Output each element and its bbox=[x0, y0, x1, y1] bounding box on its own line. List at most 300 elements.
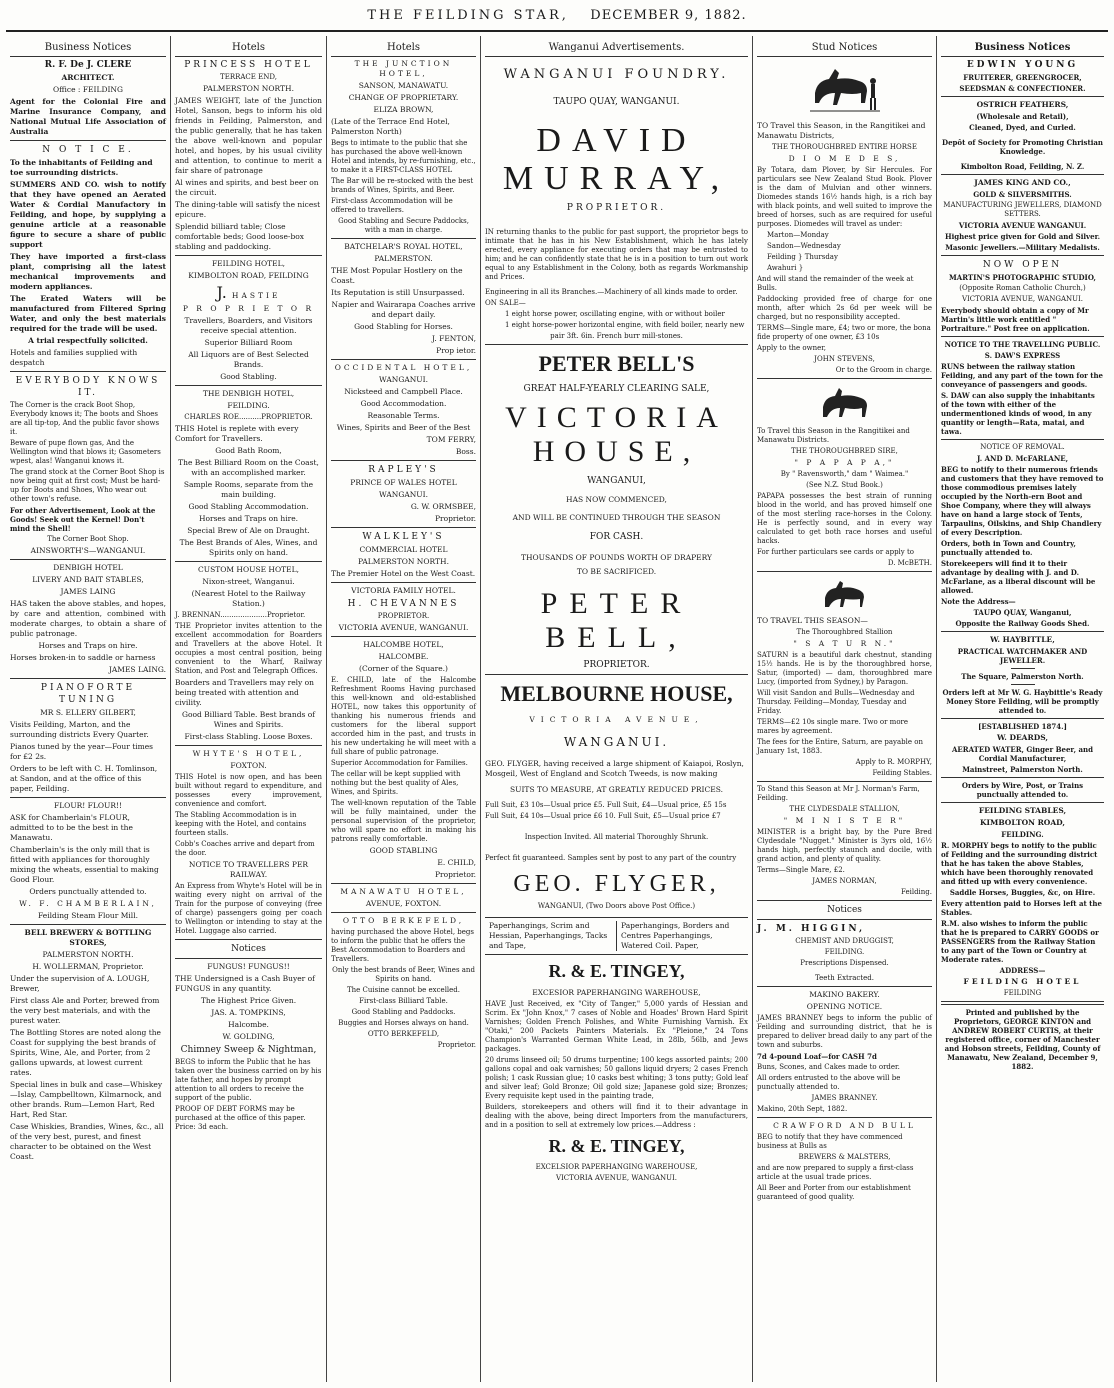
opposite-church: (Opposite Roman Catholic Church,) bbox=[959, 284, 1086, 292]
watchmaker: PRACTICAL WATCHMAKER AND JEWELLER. bbox=[957, 647, 1088, 665]
gilbert: MR S. ELLERY GILBERT, bbox=[40, 708, 136, 717]
travellers: Travellers, Boarders, and Visitors receive special attention. bbox=[184, 316, 313, 335]
diomedes: D I O M E D E S, bbox=[788, 154, 901, 163]
title-text: THE FEILDING STAR, bbox=[367, 8, 569, 23]
martin-studio: MARTIN'S PHOTOGRAPHIC STUDIO, bbox=[949, 273, 1096, 282]
victoria-avenue: VICTORIA AVENUE WANGANUI. bbox=[958, 221, 1087, 230]
halcombe-hotel: HALCOMBE HOTEL, bbox=[363, 640, 444, 649]
sanson: SANSON, MANAWATU. bbox=[358, 81, 449, 90]
railway-goods: Opposite the Railway Goods Shed. bbox=[955, 619, 1090, 628]
saturn: " S A T U R N." bbox=[793, 639, 896, 648]
top-rule bbox=[6, 30, 1108, 32]
suits: SUITS TO MEASURE, AT GREATLY REDUCED PRICES. bbox=[510, 785, 723, 794]
travel-season: TO Travel this Season, in the Rangitikei and Manawatu Districts, bbox=[757, 121, 926, 140]
victoria-avenue: VICTORIA AVENUE, bbox=[529, 715, 704, 724]
this-hotel: THIS Hotel is replete with every Comfort for Travellers. bbox=[175, 424, 299, 443]
james-king: JAMES KING AND CO., bbox=[974, 178, 1071, 187]
chimney-sweep: Chimney Sweep & Nightman, bbox=[180, 1045, 317, 1055]
full-suit-1: Full Suit, £3 10s—Usual price £5. Full Suit, £4—Usual price, £5 15s bbox=[485, 801, 727, 809]
runs-text: RUNS between the railway station Feilding, and any part of the town for the conveyance of passengers and goods. bbox=[941, 362, 1104, 389]
good-billiard: Good Billiard Table. Best brands of Wines and Spirits. bbox=[181, 710, 316, 729]
for-cash: FOR CASH. bbox=[589, 532, 644, 542]
change-proprietary: CHANGE OF PROPRIETARY. bbox=[348, 93, 459, 102]
kimbolton-road: KIMBOLTON ROAD, bbox=[979, 818, 1066, 827]
express-text: An Express from Whyte's Hotel will be in waiting every night on arrival of the Train for the purpose of conveying (free of charge) passengers going per coach to Wellington or intending to stay at the Hotel. Luggage also carried. bbox=[175, 882, 322, 935]
avenue-foxton: AVENUE, FOXTON. bbox=[365, 899, 442, 908]
geo-flyger: GEO. FLYGER, bbox=[513, 871, 720, 897]
corner-sig: The Corner Boot Shop. bbox=[47, 535, 129, 543]
eliza-brown: ELIZA BROWN, bbox=[373, 105, 434, 114]
proof-of-debt: PROOF OF DEBT FORMS may be purchased at the office of this paper. Price: 3d each. bbox=[175, 1105, 306, 1131]
billiard-table: First-class Billiard Table. bbox=[359, 997, 448, 1005]
makino-bakery: MAKINO BAKERY. bbox=[809, 990, 880, 999]
prescriptions: Prescriptions Dispensed. bbox=[800, 959, 889, 967]
clere-name: R. F. De J. CLERE bbox=[44, 60, 132, 70]
thoroughbred-sire: THE THOROUGHBRED SIRE, bbox=[791, 447, 898, 455]
ainsworth: AINSWORTH'S—WANGANUI. bbox=[30, 546, 146, 555]
notice-heading: N O T I C E. bbox=[42, 145, 134, 155]
column-hotels-2 bbox=[327, 36, 480, 1382]
nicksteed: Nicksteed and Campbell Place. bbox=[344, 387, 463, 396]
junction-hotel: THE JUNCTION HOTEL, bbox=[354, 59, 453, 78]
beware-verse: Beware of pupe flown gas, And the Wellington wind that blows it; Gasometers wpest, alas! Wanganui knows it. bbox=[10, 439, 161, 465]
notices-heading: Notices bbox=[827, 905, 862, 915]
morphy: Apply to R. MORPHY, bbox=[855, 758, 932, 766]
proprietor-invites: THE Proprietor invites attention to the excellent accommodation for Boarders and Travellers at the above Hotel. It occupies a most central position, being convenient to the Wharf, Railway Station, and Post and Telegraph Offices. bbox=[175, 622, 322, 675]
perfect-fit: Perfect fit guaranteed. Samples sent by post to any part of the country bbox=[485, 854, 737, 862]
secure-paddocks: Good Stabling and Secure Paddocks, with a man in charge. bbox=[338, 217, 469, 234]
victoria-avenue-2: VICTORIA AVENUE, WANGANUI. bbox=[555, 1174, 678, 1182]
notices-heading: Notices bbox=[231, 944, 266, 954]
wines-text: Al wines and spirits, and best beer on the circuit. bbox=[175, 178, 319, 197]
engineering: Engineering in all its Branches.—Machinery of all kinds made to order. bbox=[485, 288, 738, 296]
excelsior: EXCELSIOR PAPERHANGING WAREHOUSE, bbox=[535, 1163, 698, 1171]
newspaper-title bbox=[0, 8, 1114, 23]
victoria-avenue: VICTORIA AVENUE, WANGANUI. bbox=[338, 623, 469, 632]
walkleys: WALKLEY'S bbox=[362, 532, 445, 542]
custom-house: CUSTOM HOUSE HOTEL, bbox=[198, 565, 299, 574]
mcfarlane: J. AND D. McFARLANE, bbox=[976, 454, 1069, 463]
clere-office: Office : FEILDING bbox=[53, 85, 123, 94]
hastie-initial: J. bbox=[216, 283, 227, 302]
fenton: J. FENTON, bbox=[431, 334, 476, 343]
stud-book: (See N.Z. Stud Book.) bbox=[806, 481, 883, 489]
note-address: Note the Address— bbox=[941, 597, 1016, 606]
haybittle: W. HAYBITTLE, bbox=[990, 635, 1055, 644]
bar-restock: The Bar will be re-stocked with the best brands of Wines, Spirits, and Beer. bbox=[331, 177, 474, 194]
column-business-notices bbox=[6, 36, 170, 1382]
victoria-avenue-2: VICTORIA AVENUE, WANGANUI. bbox=[961, 295, 1084, 303]
paperhanging-table bbox=[485, 917, 748, 955]
aerated-water: AERATED WATER, Ginger Beer, and Cordial Manufacturer, bbox=[952, 745, 1093, 763]
thoroughbred-entire: THE THOROUGHBRED ENTIRE HORSE bbox=[772, 143, 917, 151]
loaf: 7d 4-pound Loaf—for CASH 7d bbox=[757, 1052, 877, 1061]
morphy-notify: R. MORPHY begs to notify to the public of Feilding and the surrounding district that he has taken the above Stables, which have been thoroughly renovated and fitted up with every convenience. bbox=[941, 841, 1098, 886]
taupo-quay: TAUPO QUAY, Wanganui, bbox=[973, 608, 1072, 617]
highest-price: The Highest Price Given. bbox=[200, 996, 297, 1005]
feilding-hotel: FEILDING HOTEL, bbox=[211, 259, 286, 268]
removal: NOTICE OF REMOVAL. bbox=[980, 443, 1065, 451]
bell-brewery: BELL BREWERY & BOTTLING STORES, bbox=[24, 928, 152, 947]
paddocking: Paddocking provided free of charge for one month, after which 2s 6d per week will be charged, but no responsibility accepted. bbox=[757, 295, 932, 321]
stand-season: To Stand this Season at Mr J. Norman's Farm, Feilding. bbox=[757, 785, 920, 802]
corner-verse: The Corner is the crack Boot Shop, Everybody knows it; The boots and Shoes are all tip-top, And the public favor shows it. bbox=[10, 401, 160, 436]
builders: Builders, storekeepers and others will find it to their advantage in dealing with the above, being direct Importers from the manufacturers, and in a position to sell at extremely low prices.—Address : bbox=[485, 1103, 748, 1129]
buggies: Buggies and Horses always on hand. bbox=[338, 1019, 469, 1027]
papapa: " P A P A P A," bbox=[794, 458, 895, 467]
wanganui: WANGANUI, bbox=[587, 476, 646, 486]
full-suit-2: Full Suit, £4 10s—Usual price £6 10. Full Suit, £5—Usual price £7 bbox=[485, 812, 721, 820]
denbigh-hotel: THE DENBIGH HOTEL, bbox=[202, 389, 295, 398]
printed-published: Printed and published by the Proprietors, GEORGE KINTON and ANDREW ROBERT CURTIS, at their registered office, corner of Manchester and Hobson streets, Feilding, County of Manawatu, New Zealand, December 9, 1882. bbox=[944, 1008, 1101, 1071]
minister-text: MINISTER is a bright bay, by the Pure Bred Clydesdale "Nugget." Minister is 3yrs old, 16½ hands high, perfectly staunch and docile, with grand action, and plenty of quality. bbox=[757, 828, 932, 863]
victoria-house: VICTORIA HOUSE, bbox=[505, 401, 728, 468]
wanganui-2: WANGANUI. bbox=[563, 735, 670, 749]
reputation-table: The well-known reputation of the Table will be fully maintained, under the personal supervision of the proprietor, who will spare no effort in making his patrons really comfortable. bbox=[331, 799, 476, 843]
hastie-name bbox=[175, 283, 322, 302]
ale-text: First class Ale and Porter, brewed from the very best materials, and with the purest water. bbox=[10, 996, 160, 1025]
water-text: The Erated Waters will be manufactured from Filtered Spring Water, and only the best materials required for the trade will be used. bbox=[10, 294, 166, 333]
whyte-hotel: WHYTE'S HOTEL, bbox=[192, 749, 305, 758]
stabling-whyte: The Stabling Accommodation is in keeping with the Hotel, and contains fourteen stalls. bbox=[175, 811, 307, 837]
marton: Marton—Monday bbox=[767, 231, 829, 239]
issue-date: DECEMBER 9, 1882. bbox=[590, 8, 747, 23]
thousands: THOUSANDS OF POUNDS WORTH OF DRAPERY bbox=[520, 553, 712, 562]
every-attention: Every attention paid to Horses left at the Stables. bbox=[941, 899, 1102, 917]
mcbeth: D. McBETH. bbox=[887, 559, 932, 567]
daws-also: S. DAW can also supply the inhabitants of the town with either of the undermentioned kinds of wood, in any quantity or length—Rata, matai, and tawa. bbox=[941, 391, 1095, 436]
proprietor: P R O P R I E T O R bbox=[182, 304, 315, 313]
orders-haybittle: Orders left at Mr W. G. Haybittle's Ready Money Store Feilding, will be promptly attended to. bbox=[942, 688, 1103, 715]
bottling: The Bottling Stores are noted along the Coast for supplying the best brands of Spirits, Wine, Ale, and Porter, from 2 gallons upwards, at lowest current rates. bbox=[10, 1028, 161, 1077]
minister: " M I N I S T E R" bbox=[783, 816, 906, 825]
melbourne-house: MELBOURNE HOUSE, bbox=[500, 681, 733, 706]
chevannes: H. CHEVANNES bbox=[347, 599, 460, 609]
prepared: and are now prepared to supply a first-class article at the usual trade prices. bbox=[757, 1164, 914, 1181]
fenton-prop: Prop ietor. bbox=[436, 346, 476, 355]
everybody-heading: EVERYBODY KNOWS IT. bbox=[15, 376, 161, 398]
taupo-quay: TAUPO QUAY, WANGANUI. bbox=[553, 97, 680, 107]
tompkins: JAS. A. TOMPKINS, bbox=[211, 1008, 286, 1017]
horse-groom-illustration bbox=[805, 63, 885, 115]
wollerman: H. WOLLERMAN, Proprietor. bbox=[32, 962, 144, 971]
papapa-text: PAPAPA possesses the best strain of running blood in the world, and has proved himself one of the most sterling race-horses in the Colony. He is perfectly sound, and in every way calculated to get both race horses and useful hacks. bbox=[757, 492, 932, 545]
eliza-begs: Begs to intimate to the public that she has purchased the above well-known Hotel and intends, by re-furnishing, etc., to make it a FIRST-CLASS HOTEL bbox=[331, 139, 476, 174]
good-accommodation: Good Accommodation. bbox=[360, 399, 447, 408]
stallion: The Thoroughbred Stallion bbox=[796, 628, 893, 636]
princess-hotel: PRINCESS HOTEL bbox=[184, 60, 313, 70]
orders-left: Orders to be left with C. H. Tomlinson, at Sandon, and at the office of this paper, Feilding. bbox=[10, 764, 158, 793]
cellar-text: The cellar will be kept supplied with nothing but the best quality of Ales, Wines, and Spirits. bbox=[331, 770, 461, 796]
first-class-stabling: First-class Stabling. Loose Boxes. bbox=[184, 732, 313, 741]
column-hotels-1 bbox=[171, 36, 326, 1382]
daws-express: S. DAW'S EXPRESS bbox=[984, 351, 1061, 360]
first-class-acc: First-class Accommodation will be offered to travellers. bbox=[331, 197, 453, 214]
clere-agent: Agent for the Colonial Fire and Marine Insurance Company, and National Mutual Life Association of Australia bbox=[10, 97, 166, 136]
beer-porter: All Beer and Porter from our establishment guaranteed of good quality. bbox=[757, 1184, 911, 1201]
fruiterer: FRUITERER, GREENGROCER, bbox=[963, 73, 1082, 82]
ask-flour: ASK for Chamberlain's FLOUR, admitted to to be the best in the Manawatu. bbox=[10, 813, 133, 842]
special-brew: Special Brew of Ale on Draught. bbox=[187, 526, 310, 535]
tingey-2: R. & E. TINGEY, bbox=[548, 1136, 685, 1156]
now-open: NOW OPEN bbox=[982, 260, 1063, 270]
best-billiard: The Best Billiard Room on the Coast, with an accomplished marker. bbox=[178, 458, 319, 477]
kimbolton: KIMBOLTON ROAD, FEILDING bbox=[188, 271, 309, 280]
terms: TERMS—Single mare, £4; two or more, the bona fide property of one owner, £3 10s bbox=[757, 324, 931, 341]
corner-square: (Corner of the Square.) bbox=[359, 664, 448, 673]
stabling-acc: Good Stabling Accommodation. bbox=[188, 502, 309, 511]
proprietor: PROPRIETOR. bbox=[566, 203, 667, 213]
drums-list: 20 drums linseed oil; 50 drums turpentine; 100 kegs assorted paints; 200 gallons copal and oak varnishes; 50 gallons liquid dryers; 2 cases French polish; 1 cask Russian glue; 10 casks best whiting; 3 tons putty; Gold leaf and silver leaf; Gold Bronze; Oil gold size; Japanese gold size; Bronzes; Every requisite kept used in the painting trade, bbox=[485, 1056, 748, 1100]
notice-travellers: NOTICE TO TRAVELLERS PER RAILWAY. bbox=[188, 860, 309, 879]
piano-heading: PIANOFORTE TUNING bbox=[40, 683, 136, 705]
reasonable-terms: Reasonable Terms. bbox=[367, 411, 440, 420]
weight-text: JAMES WEIGHT, late of the Junction Hotel, Sanson, begs to inform his old friends in Feilding, Palmerston, and the public generally, that he has taken the above well-known and popular hotel, and hopes, by his usual civility and attention, to continue to merit a fair share of patronage bbox=[175, 96, 322, 175]
apply: Apply to the owner, bbox=[757, 344, 827, 352]
orders-wire: Orders by Wire, Post, or Trains punctually attended to. bbox=[961, 781, 1084, 799]
dining-text: The dining-table will satisfy the nicest epicure. bbox=[175, 200, 321, 219]
occidental: OCCIDENTAL HOTEL, bbox=[334, 363, 473, 372]
wanganui-2: WANGANUI. bbox=[379, 490, 428, 499]
deards: W. DEARDS, bbox=[996, 733, 1048, 742]
saturn-terms: TERMS—£2 10s single mare. Two or more mares by agreement. bbox=[757, 718, 909, 735]
pianos-tuned: Pianos tuned by the year—Four times for £2 2s. bbox=[10, 742, 154, 761]
brewers-malsters: BREWERS & MALSTERS, bbox=[798, 1153, 891, 1161]
papapa-by: By " Ravensworth," dam " Waimea." bbox=[780, 470, 909, 478]
halcombe: Halcombe. bbox=[228, 1020, 269, 1029]
palmerston-north: PALMERSTON NORTH. bbox=[358, 557, 449, 566]
good-stabling: Good Stabling. bbox=[220, 372, 277, 381]
plant-text: They have imported a first-class plant, comprising all the latest mechanical improvements and modern appliances. bbox=[10, 252, 166, 291]
nearest-hotel: (Nearest Hotel to the Railway Station.) bbox=[191, 589, 306, 608]
laing-text: HAS taken the above stables, and hopes, by care and attention, combined with moderate charges, to obtain a share of public patronage. bbox=[10, 599, 166, 638]
boss: Boss. bbox=[455, 447, 476, 456]
have-just: HAVE Just Received, ex "City of Tanger," 5,000 yards of Hessian and Scrim. Ex "John Knox," 7 cases of Noble and Hoades' Brown Hard Spirit Varnishes; Golden French Polishes, and White Furnishing Varnish. Ex "Otaki," 200 Packets Painters Materials. Ex "Pleione," 24 Tons Champion's Warranted German White Lead, in 28lb, 56lb, and Jews packages. bbox=[485, 1000, 748, 1053]
fungus: FUNGUS! FUNGUS!! bbox=[207, 962, 290, 971]
foxton: FOXTON. bbox=[230, 761, 267, 770]
nixon-street: Nixon-street, Wanganui. bbox=[202, 577, 295, 586]
masonic: Masonic Jewellers.—Military Medalists. bbox=[945, 243, 1100, 252]
horse-illustration-2 bbox=[819, 578, 871, 610]
beg-notify: BEG to notify to their numerous friends and customers that they have removed to those commodious premises lately occupied by the North-ern Boot and Shoe Company, where they will always have on hand a large stock of Tents, Tarpaulins, Oilskins, and Ship Chandlery of every Description. bbox=[941, 465, 1104, 537]
clearing-sale: GREAT HALF-YEARLY CLEARING SALE, bbox=[523, 384, 710, 394]
peter-bell: PETER BELL, bbox=[540, 587, 693, 654]
seedsman: SEEDSMAN & CONFECTIONER. bbox=[959, 84, 1086, 93]
trial-text: A trial respectfully solicited. bbox=[28, 336, 148, 345]
child-sig: E. CHILD, bbox=[437, 858, 476, 867]
liquors: All Liquors are of Best Selected Brands. bbox=[188, 350, 309, 369]
otto-text: having purchased the above Hotel, begs to inform the public that he offers the Best Accommodation to Boarders and Travellers. bbox=[331, 928, 475, 963]
horse-illustration bbox=[815, 385, 875, 421]
chamberlain: W. F. CHAMBERLAIN, bbox=[19, 899, 157, 908]
all-orders: All orders entrusted to the above will be punctually attended to. bbox=[757, 1074, 901, 1091]
otto-berkefeld: OTTO BERKEFELD, bbox=[342, 916, 465, 925]
notice-to: To the inhabitants of Feilding and toe surrounding districts. bbox=[10, 158, 153, 177]
branney-text: JAMES BRANNEY begs to inform the public of Feilding and surrounding district, that he is prepared to deliver bread daily to any part of the town and suburbs. bbox=[757, 1014, 932, 1049]
tom-ferry: TOM FERRY, bbox=[426, 435, 476, 444]
reputation: Its Reputation is still Unsurpassed. bbox=[331, 288, 465, 297]
halcombe: HALCOMBE. bbox=[378, 652, 429, 661]
horses-hire: Horses and Traps on hire. bbox=[198, 514, 299, 523]
charles-roe: CHARLES ROE..........PROPRIETOR. bbox=[184, 413, 313, 421]
wholesale-retail: (Wholesale and Retail), bbox=[976, 112, 1069, 121]
chevannes-proprietor: PROPRIETOR. bbox=[377, 612, 430, 620]
golding-begs: BEGS to inform the Public that he has taken over the business carried on by his late father, and hopes by prompt attention to all orders to receive the support of the public. bbox=[175, 1058, 322, 1102]
manawatu-hotel: MANAWATU HOTEL, bbox=[340, 887, 467, 896]
minister-terms: Terms—Single Mare, £2. bbox=[757, 866, 845, 874]
sale-item-1: 1 eight horse power, oscillating engine, with or without boiler bbox=[505, 310, 725, 318]
sandon: Sandon—Wednesday bbox=[767, 242, 841, 250]
column-heading: Stud Notices bbox=[757, 36, 932, 57]
address-label: ADDRESS— bbox=[999, 966, 1046, 975]
diomedes-text: By Totara, dam Plover, by Sir Hercules. For particulars see New Zealand Stud Book. Plover is the dam of Mulvian and other winners. Diomedes stands 16½ hands high, is a rich bay with black points, and well suited to improve the breed of horses, such as are required for useful purposes. Diomedes will travel as under: bbox=[757, 166, 932, 228]
column-heading: Business Notices bbox=[10, 36, 166, 57]
paperhanging-left: Paperhangings, Scrim and Hessian, Paperhangings, Tacks and Tape, bbox=[489, 921, 608, 950]
groom: Or to the Groom in charge. bbox=[835, 366, 932, 374]
kimbolton: Kimbolton Road, Feilding, N. Z. bbox=[960, 162, 1085, 171]
column-business-notices-2 bbox=[937, 36, 1108, 1382]
column-wanganui-advertisements bbox=[481, 36, 752, 1382]
paperhanging-right: Paperhangings, Borders and Centres Paperhangings, Watered Coil. Paper, bbox=[616, 921, 748, 951]
feilding-stables: Feilding Stables. bbox=[872, 769, 932, 777]
superior-families: Superior Accommodation for Families. bbox=[331, 759, 468, 767]
this-open: THIS Hotel is now open, and has been built without regard to expenditure, and possesses every improvement, convenience and comfort. bbox=[175, 773, 322, 808]
laing: JAMES LAING bbox=[60, 587, 116, 596]
boarders: Boarders and Travellers may rely on being treated with attention and civility. bbox=[175, 678, 315, 707]
column-stud-notices bbox=[753, 36, 936, 1382]
edwin-young: EDWIN YOUNG bbox=[966, 60, 1079, 70]
child-prop: Proprietor. bbox=[434, 870, 476, 879]
commenced: HAS NOW COMMENCED, bbox=[566, 495, 667, 504]
child-text: E. CHILD, late of the Halcombe Refreshment Rooms Having purchased this well-known and old-established HOTEL, now takes this opportunity of thanking his numerous friends and customers for the liberal support accorded him in the past, and trusts in his new undertaking he will meet with a full share of public patronage. bbox=[331, 676, 476, 756]
ostrich-feathers: OSTRICH FEATHERS, bbox=[976, 100, 1069, 109]
highest-price: Highest price given for Gold and Silver. bbox=[944, 232, 1101, 241]
bath-room: Good Bath Room, bbox=[215, 446, 282, 455]
wines-best: Wines, Spirits and Beer of the Best bbox=[336, 423, 471, 432]
best-brands: The Best Brands of Ales, Wines, and Spirits only on hand. bbox=[179, 538, 318, 557]
mainstreet: Mainstreet, Palmerston North. bbox=[962, 765, 1083, 774]
denbigh: DENBIGH HOTEL bbox=[53, 563, 123, 572]
buns: Buns, Scones, and Cakes made to order. bbox=[757, 1063, 900, 1071]
sacrificed: TO BE SACRIFICED. bbox=[576, 567, 657, 576]
column-heading: Hotels bbox=[331, 36, 476, 57]
only-best: Only the best brands of Beer, Wines and Spirits on hand. bbox=[332, 966, 475, 983]
column-heading: Hotels bbox=[175, 36, 322, 57]
higgin: J. M. HIGGIN, bbox=[757, 924, 866, 934]
bulls: And will stand the remainder of the week at Bulls. bbox=[757, 275, 914, 292]
tingey: R. & E. TINGEY, bbox=[548, 961, 685, 981]
cuisine: The Cuisine cannot be excelled. bbox=[346, 986, 461, 994]
sale-item-3: pair 3ft. 6in. French burr mill-stones. bbox=[550, 332, 683, 340]
gold-silversmiths: GOLD & SILVERSMITHS. bbox=[973, 190, 1072, 199]
saturn-text: SATURN is a beautiful dark chestnut, standing 15½ hands. He is by the thoroughbred horse, Satur, (imported) — dam, thoroughbred mare Lucy, (imported from Sydney,) by Paragon. bbox=[757, 651, 932, 686]
storekeepers: Storekeepers will find it to their advantage by dealing with J. and D. McFarlane, as a liberal discount will be allowed. bbox=[941, 559, 1096, 595]
david-murray: DAVID MURRAY, bbox=[502, 122, 731, 197]
otto-sig: OTTO BERKEFELD, bbox=[367, 1030, 440, 1038]
feilding-stables: FEILDING STABLES, bbox=[978, 806, 1067, 815]
flour-heading: FLOUR! FLOUR!! bbox=[53, 801, 123, 810]
brennan: J. BRENNAN.....................Proprietor. bbox=[175, 611, 306, 619]
feilding: FEILDING. bbox=[1001, 830, 1044, 839]
rm-carry: R.M. also wishes to inform the public that he is prepared to CARRY GOODS or PASSENGERS from the Railway Station to any part of the Town or Country at Moderate rates. bbox=[941, 919, 1099, 964]
summers-ad: SUMMERS AND CO. wish to notify that they have opened an Aerated Water & Cordial Manufactory in Feilding, and hope, by supplying a genuine article at a reasonable figure to secure a share of public support bbox=[10, 180, 166, 249]
feilding-mill: Feilding Steam Flour Mill. bbox=[38, 911, 138, 920]
palmerston: PALMERSTON. bbox=[374, 254, 433, 263]
case-whiskies: Case Whiskies, Brandies, Wines, &c., all of the very best, purest, and finest character to be obtained on the West Coast. bbox=[10, 1122, 164, 1161]
paddocks: Good Stabling and Paddocks. bbox=[351, 1008, 456, 1016]
terrace-end: TERRACE END, bbox=[220, 73, 277, 81]
james-norman: JAMES NORMAN, bbox=[812, 877, 877, 885]
peter-bell-proprietor: PROPRIETOR. bbox=[583, 660, 650, 670]
peter-bells: PETER BELL'S bbox=[538, 351, 695, 376]
prince-wales: PRINCE OF WALES HOTEL bbox=[350, 478, 457, 487]
saturn-fees: The fees for the Entire, Saturn, are payable on January 1st, 1883. bbox=[757, 738, 923, 755]
horses-traps: Horses and Traps on hire. bbox=[38, 641, 138, 650]
makino-date: Makino, 20th Sept, 1882. bbox=[757, 1105, 848, 1113]
good-stabling: GOOD STABLING bbox=[369, 846, 438, 855]
feilding: FEILDING. bbox=[227, 401, 270, 410]
cleaned-dyed: Cleaned, Dyed, and Curled. bbox=[969, 123, 1076, 132]
on-sale: ON SALE— bbox=[485, 299, 526, 307]
commercial-hotel: COMMERCIAL HOTEL bbox=[359, 545, 448, 554]
inspection: Inspection Invited. All material Thoroughly Shrunk. bbox=[524, 833, 709, 841]
ormsbee: G. W. ORMSBEE, bbox=[410, 502, 476, 511]
excesior: EXCESIOR PAPERHANGING WAREHOUSE, bbox=[532, 988, 701, 997]
flyger-text: GEO. FLYGER, having received a large shipment of Kaiapoi, Roslyn, Mosgeil, West of England and Scotch Tweeds, is now making bbox=[485, 759, 744, 778]
undersigned: THE Undersigned is a Cash Buyer of FUNGUS in any quantity. bbox=[175, 974, 315, 993]
saturn-visit: Will visit Sandon and Bulls—Wednesday and Thursday. Feilding—Monday, Tuesday and Friday. bbox=[757, 689, 915, 715]
wanganui: WANGANUI. bbox=[379, 375, 428, 384]
returning-thanks: IN returning thanks to the public for past support, the proprietor begs to intimate that he has in his New Establishment, which he has lately erected, every appliance for executing orders that may be entrusted to him; and he can confidently state that he is in a position to turn out work equal to any Establishment in the Colony, both as regards Workmanship and Prices. bbox=[485, 228, 748, 281]
clydesdale: THE CLYDESDALE STALLION, bbox=[789, 805, 900, 813]
popular: THE Most Popular Hostlery on the Coast. bbox=[331, 266, 463, 285]
cobb-coaches: Cobb's Coaches arrive and depart from the door. bbox=[175, 840, 315, 857]
james-branney: JAMES BRANNEY. bbox=[811, 1094, 878, 1102]
brewer: Under the supervision of A. LOUGH, Brewer, bbox=[10, 974, 150, 993]
rapleys: RAPLEY'S bbox=[368, 465, 439, 475]
flyger-address: WANGANUI, (Two Doors above Post Office.) bbox=[537, 902, 696, 910]
continued: AND WILL BE CONTINUED THROUGH THE SEASON bbox=[512, 513, 721, 522]
napier-coaches: Napier and Wairarapa Coaches arrive and depart daily. bbox=[331, 300, 476, 319]
feilding-2: Feilding. bbox=[900, 888, 932, 896]
foundry-heading: WANGANUI FOUNDRY. bbox=[503, 67, 730, 82]
manufacturing-jewellers: MANUFACTURING JEWELLERS, DIAMOND SETTERS. bbox=[943, 201, 1102, 218]
superior-billiard: Superior Billiard Room bbox=[204, 338, 293, 347]
further: For further particulars see cards or apply to bbox=[757, 548, 915, 556]
sample-rooms: Sample Rooms, separate from the main building. bbox=[183, 480, 314, 499]
golding: W. GOLDING, bbox=[222, 1032, 275, 1041]
feilding-2: FEILDING bbox=[1003, 989, 1042, 997]
established: [ESTABLISHED 1874.] bbox=[978, 722, 1067, 731]
punctual: Orders punctually attended to. bbox=[29, 887, 147, 896]
other-adv: For other Advertisement, Look at the Goods! Seek out the Kernel! Don't mind the Shell! bbox=[10, 506, 156, 533]
mill-text: Chamberlain's is the only mill that is fitted with appliances for thoroughly mixing the wheats, essential to making Good Flour. bbox=[10, 845, 159, 884]
victoria-family: VICTORIA FAMILY HOTEL. bbox=[351, 586, 456, 595]
teeth: Teeth Extracted. bbox=[815, 974, 874, 982]
orders-town: Orders, both in Town and Country, punctually attended to. bbox=[941, 539, 1076, 557]
grand-stock: The grand stock at the Corner Boot Shop is now being quit at first cost; Must be hard-up for Boots and Shoes, Who wear out other town's refuse. bbox=[10, 468, 165, 503]
clere-title: ARCHITECT. bbox=[61, 73, 115, 82]
billiard-text: Splendid billiard table; Close comfortable beds; Good loose-box stabling and paddocking. bbox=[175, 222, 305, 251]
saddle-horses: Saddle Horses, Buggies, &c, on Hire. bbox=[949, 888, 1096, 897]
palmerston-north: PALMERSTON NORTH. bbox=[203, 84, 294, 93]
feilding-day: Feilding } Thursday bbox=[767, 253, 838, 261]
papapa-travel: To Travel this Season in the Rangitikei and Manawatu Districts. bbox=[757, 427, 910, 444]
chemist: CHEMIST AND DRUGGIST, bbox=[795, 937, 894, 945]
crawford-text: BEG to notify that they have commenced business at Bulls as bbox=[757, 1133, 903, 1150]
depot: Depôt of Society for Promoting Christian Knowledge. bbox=[942, 138, 1103, 156]
notice-public: NOTICE TO THE TRAVELLING PUBLIC. bbox=[944, 340, 1101, 349]
